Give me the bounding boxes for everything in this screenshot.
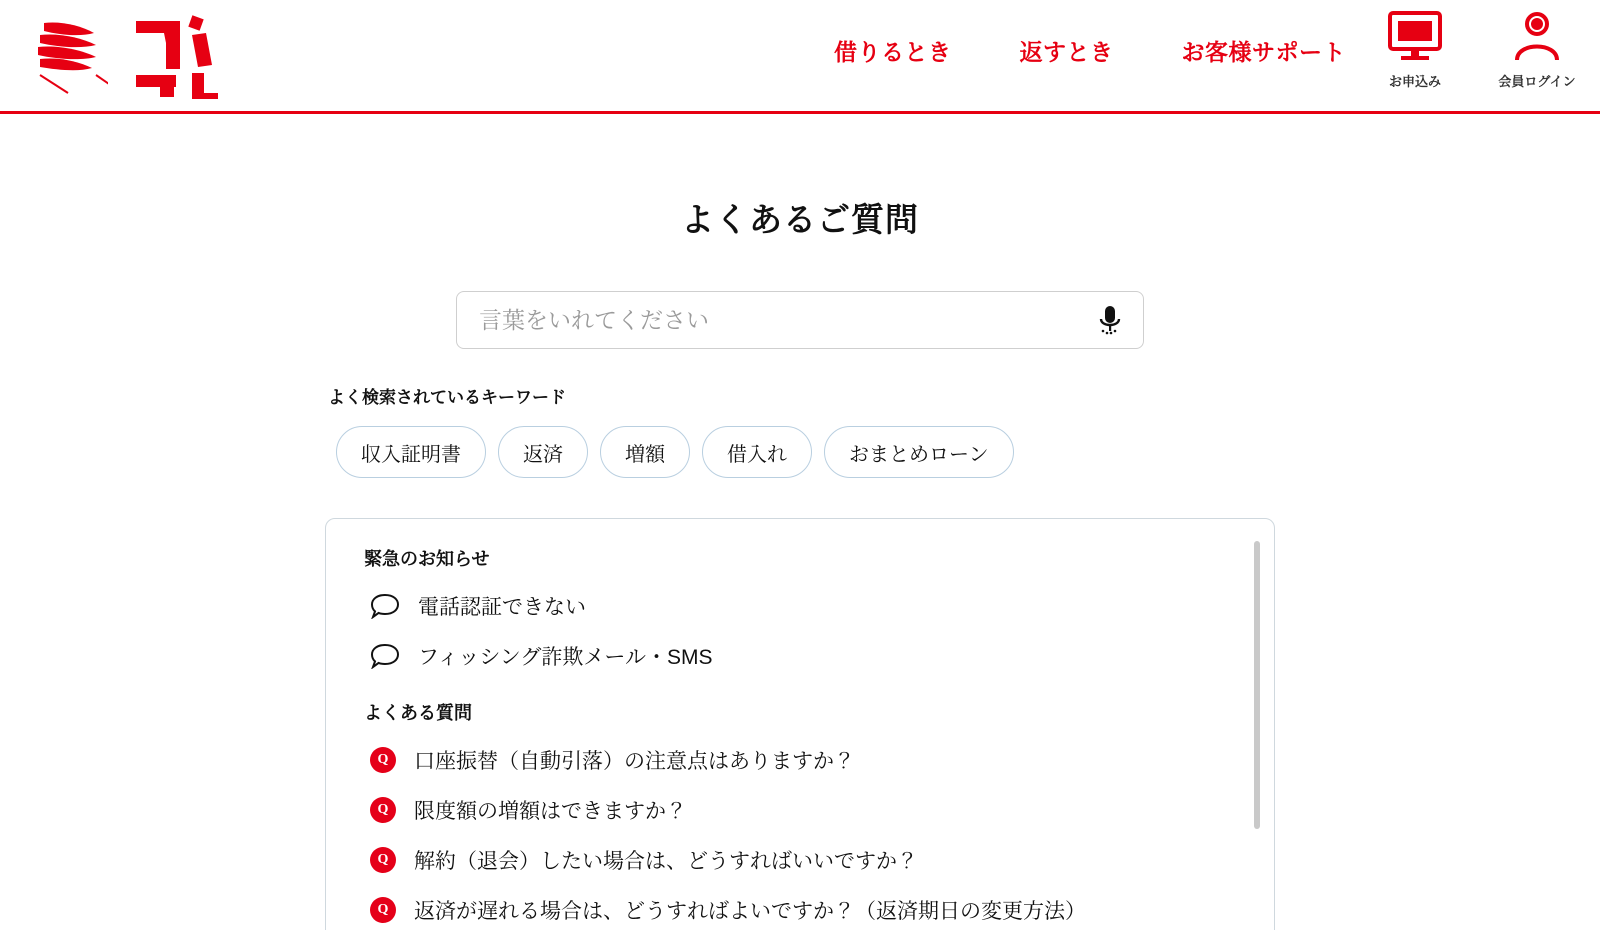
list-item-label: 口座振替（自動引落）の注意点はありますか？	[414, 750, 855, 773]
nav-item-support[interactable]: お客様サポート	[1181, 39, 1346, 65]
main-content	[0, 194, 1600, 930]
speech-bubble-icon	[370, 643, 400, 669]
monitor-icon	[1387, 10, 1443, 67]
urgent-notice-heading: 緊急のお知らせ	[364, 549, 490, 569]
question-badge-icon: Q	[370, 847, 396, 873]
list-item[interactable]	[364, 835, 1244, 885]
nav-item-repay[interactable]: 返すとき	[1019, 39, 1114, 65]
aiful-logo-type-icon[interactable]	[134, 13, 226, 99]
panel-scrollbar-thumb[interactable]	[1254, 541, 1260, 829]
main-nav	[800, 34, 1380, 67]
list-item-label: 限度額の増額はできますか？	[414, 800, 687, 823]
site-header	[0, 0, 1600, 114]
page-title: よくあるご質問	[681, 201, 919, 238]
keyword-chip-income-proof[interactable]: 収入証明書	[336, 426, 486, 478]
list-item[interactable]	[364, 735, 1244, 785]
keyword-chip-consolidation-loan[interactable]: おまとめローン	[824, 426, 1014, 478]
keyword-chip-repayment[interactable]: 返済	[498, 426, 588, 478]
faq-heading: よくある質問	[364, 703, 472, 723]
faq-search-area	[456, 291, 1144, 349]
keyword-chip-borrowing[interactable]: 借入れ	[702, 426, 812, 478]
speech-bubble-icon	[370, 593, 400, 619]
microphone-icon[interactable]	[1092, 302, 1128, 338]
member-login-label: 会員ログイン	[1498, 74, 1576, 89]
list-item-label: 電話認証できない	[418, 596, 586, 619]
search-input[interactable]	[456, 291, 1144, 349]
keyword-chip-increase[interactable]: 増額	[600, 426, 690, 478]
question-badge-icon: Q	[370, 747, 396, 773]
list-item[interactable]	[364, 631, 1244, 681]
user-avatar-icon	[1511, 10, 1563, 67]
list-item[interactable]	[364, 581, 1244, 631]
keyword-chip-row	[336, 426, 1600, 478]
aiful-logo-mark-icon[interactable]	[26, 17, 108, 95]
question-badge-icon: Q	[370, 797, 396, 823]
question-badge-icon: Q	[370, 897, 396, 923]
logo-area[interactable]	[26, 13, 226, 99]
suggestion-panel	[325, 518, 1275, 930]
apply-label: お申込み	[1388, 74, 1441, 89]
apply-button[interactable]	[1376, 10, 1454, 90]
keywords-label: よく検索されているキーワード	[328, 388, 566, 407]
member-login-button[interactable]	[1498, 10, 1576, 90]
nav-item-borrow[interactable]: 借りるとき	[834, 39, 952, 65]
list-item-label: フィッシング詐欺メール・SMS	[418, 646, 713, 669]
list-item[interactable]	[364, 785, 1244, 835]
list-item[interactable]	[364, 885, 1244, 930]
header-actions	[1376, 10, 1576, 90]
list-item-label: 返済が遅れる場合は、どうすればよいですか？（返済期日の変更方法）	[414, 900, 1086, 923]
list-item-label: 解約（退会）したい場合は、どうすればいいですか？	[414, 850, 918, 873]
